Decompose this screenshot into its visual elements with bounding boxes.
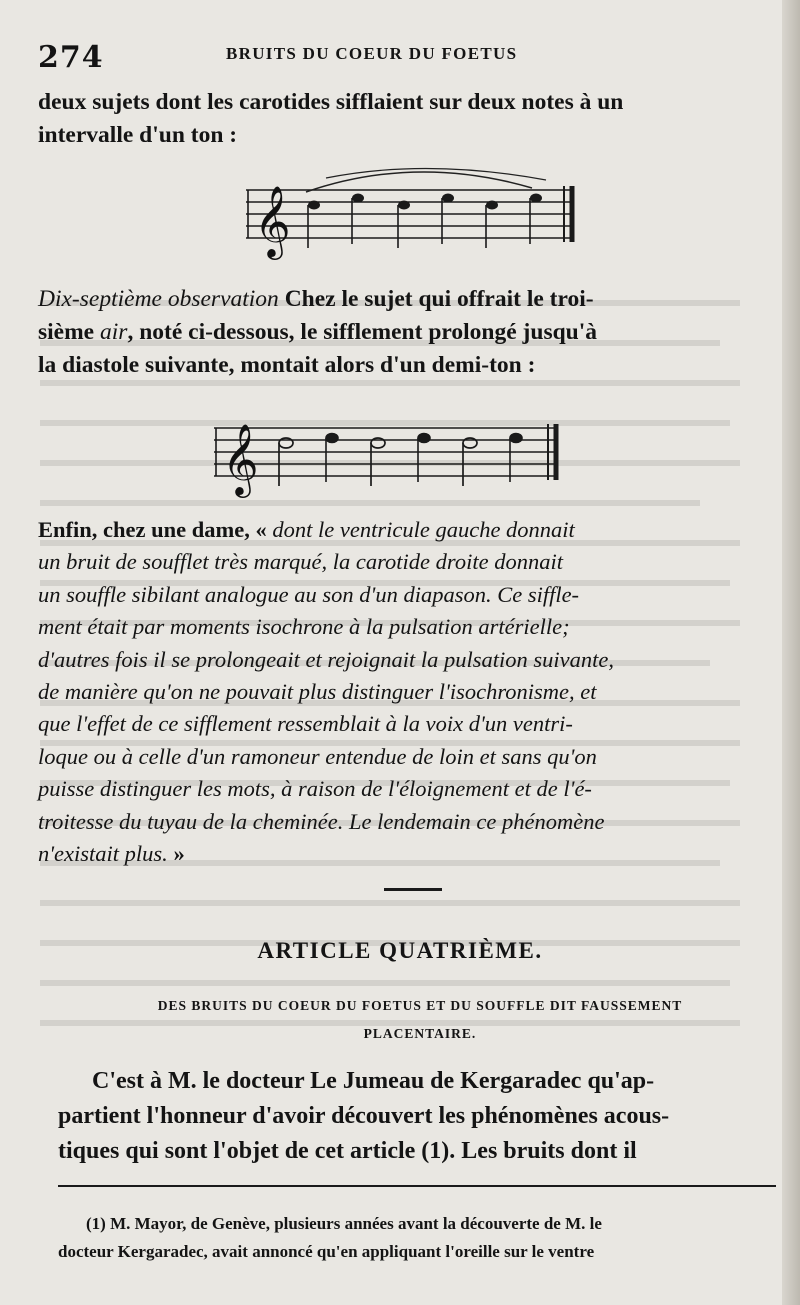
intro-paragraph (38, 86, 768, 152)
quote-line: de manière qu'on ne pouvait plus distinguer l'isochronisme, et (38, 679, 597, 705)
quote-line: loque ou à celle d'un ramoneur entendue de loin et sans qu'on (38, 743, 597, 769)
text-fragment: Chez le sujet qui offrait le troi- (278, 286, 594, 312)
quote-line: ment était par moments isochrone à la pulsation artérielle; (38, 614, 570, 640)
text-fragment: sième (38, 319, 100, 345)
italic-word: air (100, 319, 128, 345)
page-number: 274 (38, 40, 104, 75)
music-staff-one (246, 160, 582, 260)
text-line: C'est à M. le docteur Le Jumeau de Kergaradec qu'ap- (92, 1068, 655, 1094)
text-fragment: , noté ci-dessous, le sifflement prolongé jusqu'à (127, 319, 598, 345)
section-divider (384, 888, 442, 891)
footnote-line: docteur Kergaradec, avait annoncé qu'en appliquant l'oreille sur le ventre (58, 1242, 595, 1261)
music-staff-two (214, 398, 564, 498)
quote-paragraph (38, 514, 768, 870)
quote-line: un bruit de soufflet très marqué, la carotide droite donnait (38, 549, 563, 575)
treble-clef-icon: 𝄞 (222, 422, 259, 495)
quote-line: n'existait plus. (38, 841, 168, 867)
footnote-line: (1) M. Mayor, de Genève, plusieurs années avant la découverte de M. le (86, 1214, 602, 1233)
page-spine-edge (782, 0, 800, 1305)
quote-lead: Enfin, chez une dame, « (38, 517, 273, 542)
quote-line: un souffle sibilant analogue au son d'un diapason. Ce siffle- (38, 581, 580, 607)
article-subtitle (70, 992, 770, 1048)
quote-line: d'autres fois il se prolongeait et rejoignait la pulsation suivante, (38, 646, 615, 672)
running-head: BRUITS DU COEUR DU FOETUS (226, 44, 518, 63)
footnote-rule (58, 1185, 776, 1187)
quote-line: troitesse du tuyau de la cheminée. Le lendemain ce phénomène (38, 808, 605, 834)
article-title: ARTICLE QUATRIÈME. (257, 938, 543, 963)
text-line: tiques qui sont l'objet de cet article (1). Les bruits dont il (58, 1138, 637, 1164)
footnote (58, 1210, 784, 1266)
text-line: partient l'honneur d'avoir découvert les phénomènes acous- (58, 1103, 670, 1129)
text-line: deux sujets dont les carotides sifflaient sur deux notes à un (38, 89, 624, 115)
quote-line: dont le ventricule gauche donnait (272, 517, 575, 542)
observation-label: Dix-septième observation (38, 286, 279, 312)
observation-paragraph (38, 283, 768, 382)
text-line: intervalle d'un ton : (38, 122, 238, 148)
article-paragraph (58, 1064, 778, 1169)
quote-close: » (167, 841, 185, 867)
treble-clef-icon: 𝄞 (254, 184, 291, 257)
quote-line: que l'effet de ce sifflement ressemblait à la voix d'un ventri- (38, 711, 573, 737)
subtitle-line: DES BRUITS DU COEUR DU FOETUS ET DU SOUFFLE DIT FAUSSEMENT (157, 998, 683, 1013)
quote-line: puisse distinguer les mots, à raison de l'éloignement et de l'é- (38, 776, 592, 802)
subtitle-line: PLACENTAIRE. (363, 1026, 477, 1041)
page-header (38, 36, 778, 76)
text-line: la diastole suivante, montait alors d'un demi-ton : (38, 352, 536, 378)
